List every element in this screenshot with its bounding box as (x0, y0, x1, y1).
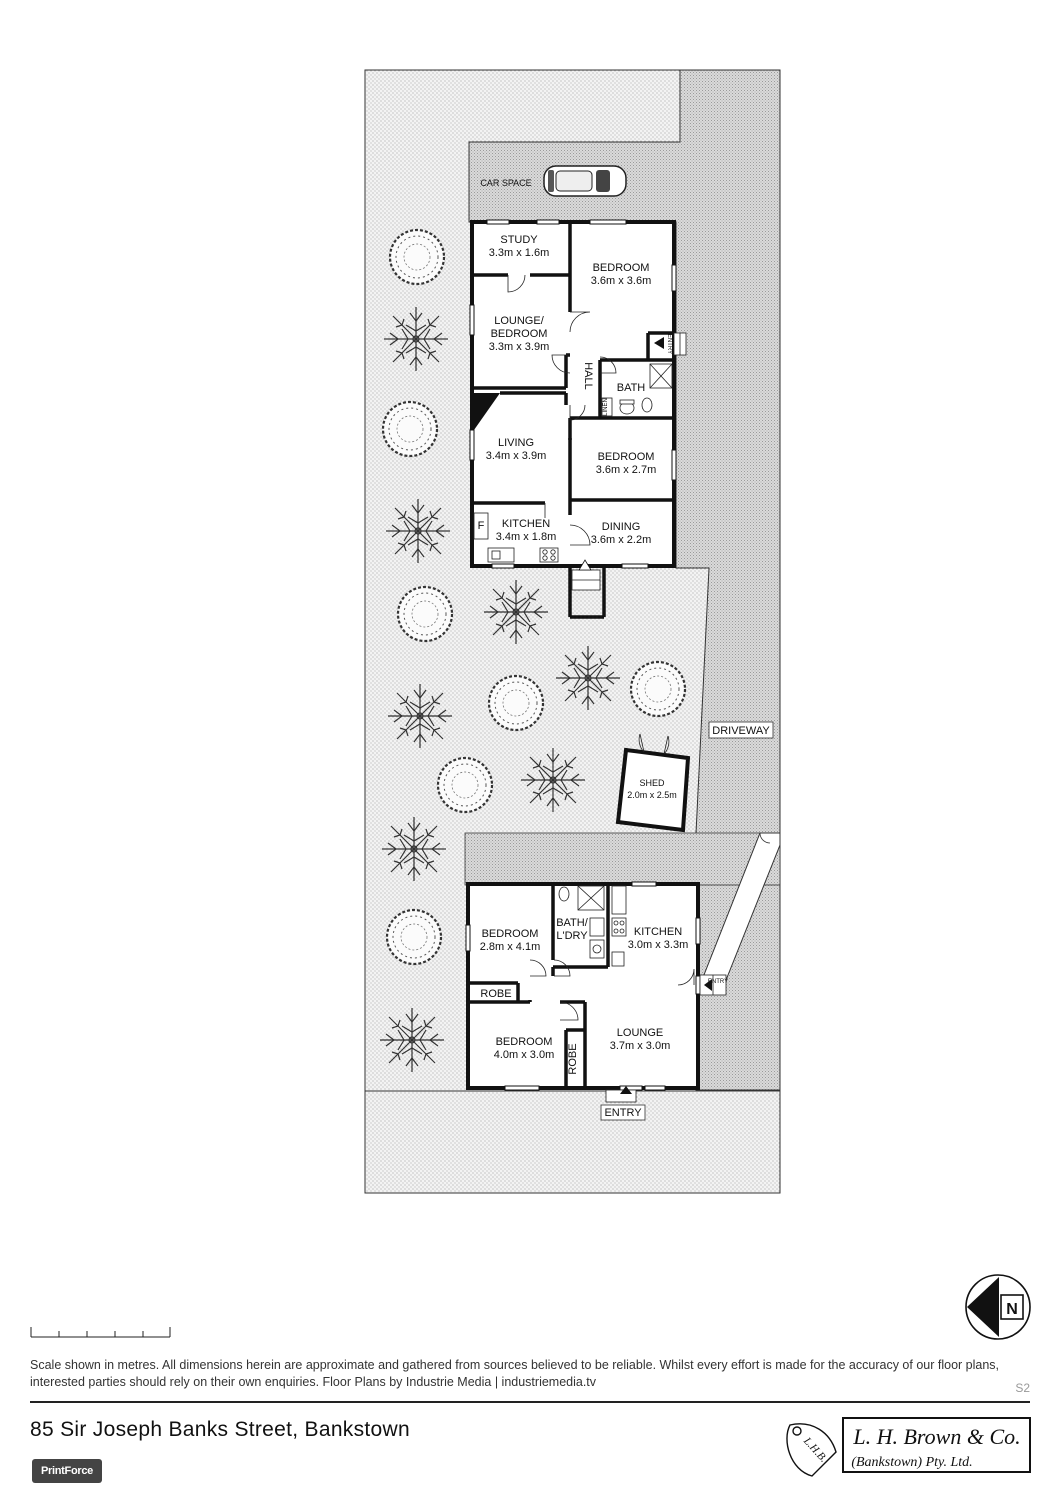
front-entry-label: ENTRY (604, 1107, 642, 1119)
granny-flat (466, 882, 728, 1120)
compass-icon (966, 1275, 1030, 1339)
tree-icon (489, 676, 543, 730)
printforce-logo: PrintForce (32, 1459, 102, 1483)
bedroom-2-name: BEDROOM (597, 451, 655, 463)
tree-icon (398, 587, 452, 641)
tree-icon (387, 910, 441, 964)
tree-icon (382, 817, 446, 881)
driveway-label: DRIVEWAY (712, 725, 770, 737)
shed-name: SHED (639, 778, 665, 788)
car-icon (544, 166, 626, 196)
living-name: LIVING (497, 437, 535, 449)
bedroom-1-name: BEDROOM (592, 262, 650, 274)
car-space-label: CAR SPACE (480, 178, 532, 188)
flat-bedroom-1-dims: 2.8m x 4.1m (479, 941, 541, 953)
robe-2-label: ROBE (567, 1043, 579, 1075)
tree-icon (388, 684, 452, 748)
dining-name: DINING (601, 521, 641, 533)
flat-bedroom-2-name: BEDROOM (495, 1036, 553, 1048)
main-house (470, 220, 686, 617)
tree-icon (631, 662, 685, 716)
footer-divider (30, 1401, 1030, 1403)
compass-north-label: N (1006, 1301, 1018, 1318)
tree-icon (384, 307, 448, 371)
bedroom-1-dims: 3.6m x 3.6m (590, 275, 652, 287)
flat-bedroom-2-dims: 4.0m x 3.0m (493, 1049, 555, 1061)
dining-dims: 3.6m x 2.2m (590, 534, 652, 546)
lounge-bedroom-name-2: BEDROOM (490, 328, 548, 340)
shed-dims: 2.0m x 2.5m (627, 790, 677, 800)
agency-name: L. H. Brown & Co. (853, 1424, 1021, 1449)
flat-lounge-name: LOUNGE (616, 1027, 664, 1039)
study-name: STUDY (500, 234, 538, 246)
bath-name: BATH (616, 382, 646, 394)
agency-monogram: L.H.B. (801, 1435, 830, 1465)
kitchen-dims: 3.4m x 1.8m (495, 531, 557, 543)
tree-icon (383, 402, 437, 456)
tree-icon (484, 580, 548, 644)
robe-1-label: ROBE (480, 988, 512, 1000)
property-address: 85 Sir Joseph Banks Street, Bankstown (30, 1418, 410, 1441)
tree-icon (386, 499, 450, 563)
flat-bedroom-1-name: BEDROOM (481, 928, 539, 940)
kitchen-name: KITCHEN (501, 518, 551, 530)
flat-side-entry-label: ENTRY (707, 979, 729, 985)
living-dims: 3.4m x 3.9m (485, 450, 547, 462)
tree-icon (556, 646, 620, 710)
linen-label: LINEN (603, 398, 609, 416)
side-entry-label: ENTRY (666, 333, 672, 355)
bath-laundry-name-1: BATH/ (556, 917, 588, 929)
tree-icon (438, 758, 492, 812)
lounge-bedroom-dims: 3.3m x 3.9m (488, 341, 550, 353)
agency-subtitle: (Bankstown) Pty. Ltd. (851, 1455, 973, 1470)
sheet-code: S2 (1015, 1381, 1030, 1395)
tree-icon (390, 230, 444, 284)
flat-lounge-dims: 3.7m x 3.0m (609, 1040, 671, 1052)
scale-bar (31, 1327, 170, 1337)
flat-kitchen-dims: 3.0m x 3.3m (627, 939, 689, 951)
hall-label: HALL (582, 362, 594, 390)
tree-icon (521, 748, 585, 812)
fridge-label: F (477, 520, 485, 532)
tree-icon (380, 1008, 444, 1072)
flat-kitchen-name: KITCHEN (633, 926, 683, 938)
bath-laundry-name-2: L'DRY (556, 930, 588, 942)
lounge-bedroom-name-1: LOUNGE/ (494, 315, 544, 327)
disclaimer-text: Scale shown in metres. All dimensions herein are approximate and gathered from sources believed to be reliable. Whilst every effort is made for the accuracy of our floor plans, interested parties should rely on their own enquiries. Floor Plans by Industrie Media | industriemedia.tv (30, 1358, 1000, 1389)
bedroom-2-dims: 3.6m x 2.7m (595, 464, 657, 476)
agency-logo (787, 1418, 1030, 1476)
study-dims: 3.3m x 1.6m (488, 247, 550, 259)
